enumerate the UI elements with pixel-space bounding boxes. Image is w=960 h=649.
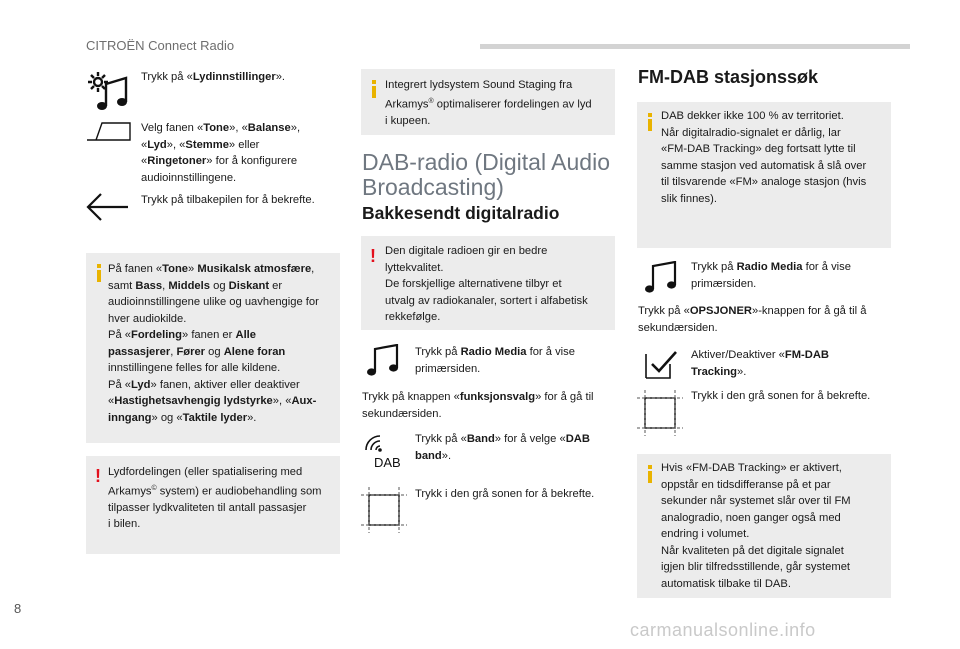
step-fm-dab-toggle: Aktiver/Deaktiver «FM-DAB Tracking». bbox=[691, 349, 830, 378]
info-icon bbox=[648, 465, 652, 483]
step-radio-media: Trykk på Radio Media for å vise primærsiden. bbox=[415, 346, 575, 375]
header-title: CITROËN Connect Radio bbox=[86, 38, 235, 53]
tab-icon bbox=[86, 121, 132, 141]
info-icon bbox=[372, 80, 376, 98]
checkbox-icon bbox=[644, 350, 680, 380]
step-confirm-grey-fm: Trykk i den grå sonen for å bekrefte. bbox=[691, 390, 871, 402]
info-box-sound-settings: På fanen «Tone» Musikalsk atmosfære, samt Bass, Middels og Diskant er audioinnstillingene ulike og uavhengige for hver audiokilde. På «Fordeling» fanen er Alle passasjerer, Fører og Alene foran innstillingene felles for alle kildene. På «Lyd» fanen, aktiver eller deaktiver «Hastighetsavhengig lydstyrke», «Aux- inngang» og «Taktile lyder». bbox=[86, 253, 340, 443]
info-icon bbox=[97, 264, 101, 282]
warning-box-digital-radio: ! Den digitale radioen gir en bedre lyttekvalitet. De forskjellige alternativene tilbyr et utvalg av radiokanaler, sortert i alfabetisk rekkefølge. bbox=[361, 236, 615, 330]
heading-fm-dab: FM-DAB stasjonssøk bbox=[638, 67, 819, 87]
subheading-terrestrial: Bakkesendt digitalradio bbox=[362, 203, 560, 223]
step-settings: Trykk på «Lydinnstillinger». bbox=[141, 71, 286, 83]
watermark: carmanualsonline.info bbox=[630, 620, 816, 640]
warning-icon: ! bbox=[95, 466, 101, 486]
step-back: Trykk på tilbakepilen for å bekrefte. bbox=[141, 194, 315, 206]
page-number: 8 bbox=[14, 601, 22, 616]
grey-zone-icon bbox=[361, 487, 407, 533]
section-heading-dab: DAB-radio (Digital Audio Broadcasting) bbox=[362, 149, 611, 200]
dab-label: DAB bbox=[374, 455, 401, 470]
step-tabs: Velg fanen «Tone», «Balanse», «Lyd», «Stemme» eller «Ringetoner» for å konfigurere audioinnstillingene. bbox=[141, 122, 301, 184]
info-box-fm-dab: DAB dekker ikke 100 % av territoriet. Når digitalradio-signalet er dårlig, lar «FM-DAB Tracking» deg fortsatt lytte til samme stasjon ved automatisk å slå over til tilsvarende «FM» analoge stasjon (hvis slik finnes). bbox=[637, 102, 891, 248]
info-box-sound-staging: Integrert lydsystem Sound Staging fra Arkamys® optimaliserer fordelingen av lyd i kupeen. bbox=[361, 69, 615, 135]
header-bar bbox=[480, 44, 910, 49]
back-arrow-icon bbox=[86, 192, 130, 222]
warning-box-sound-distribution: ! Lydfordelingen (eller spatialisering med Arkamys© system) er audiobehandling som tilpasser lydkvaliteten til antall passasjer i bilen. bbox=[86, 456, 340, 554]
info-icon bbox=[648, 113, 652, 131]
music-note-icon bbox=[644, 261, 680, 295]
warning-icon: ! bbox=[370, 246, 376, 266]
music-note-icon bbox=[366, 344, 402, 378]
step-confirm-grey: Trykk i den grå sonen for å bekrefte. bbox=[415, 488, 595, 500]
step-band: Trykk på «Band» for å velge «DAB band». bbox=[415, 433, 590, 462]
grey-zone-icon bbox=[637, 390, 683, 436]
step-radio-media-fm: Trykk på Radio Media for å vise primærsiden. bbox=[691, 261, 851, 290]
para-options: Trykk på «OPSJONER»-knappen for å gå til å sekundærsiden. bbox=[638, 305, 867, 334]
dab-radio-icon bbox=[362, 432, 408, 470]
settings-note-icon bbox=[86, 70, 132, 112]
info-box-fm-dab-tracking: Hvis «FM-DAB Tracking» er aktivert, oppstår en tidsdifferanse på et par sekunder når systemet slår over til FM analogradio, noen ganger også med endring i volumet. Når kvaliteten på det digitale signalet igjen blir tilfredsstillende, går systemet automatisk tilbake til DAB. bbox=[637, 454, 891, 598]
para-function-select: Trykk på knappen «funksjonsvalg» for å gå til sekundærsiden. bbox=[362, 391, 594, 420]
